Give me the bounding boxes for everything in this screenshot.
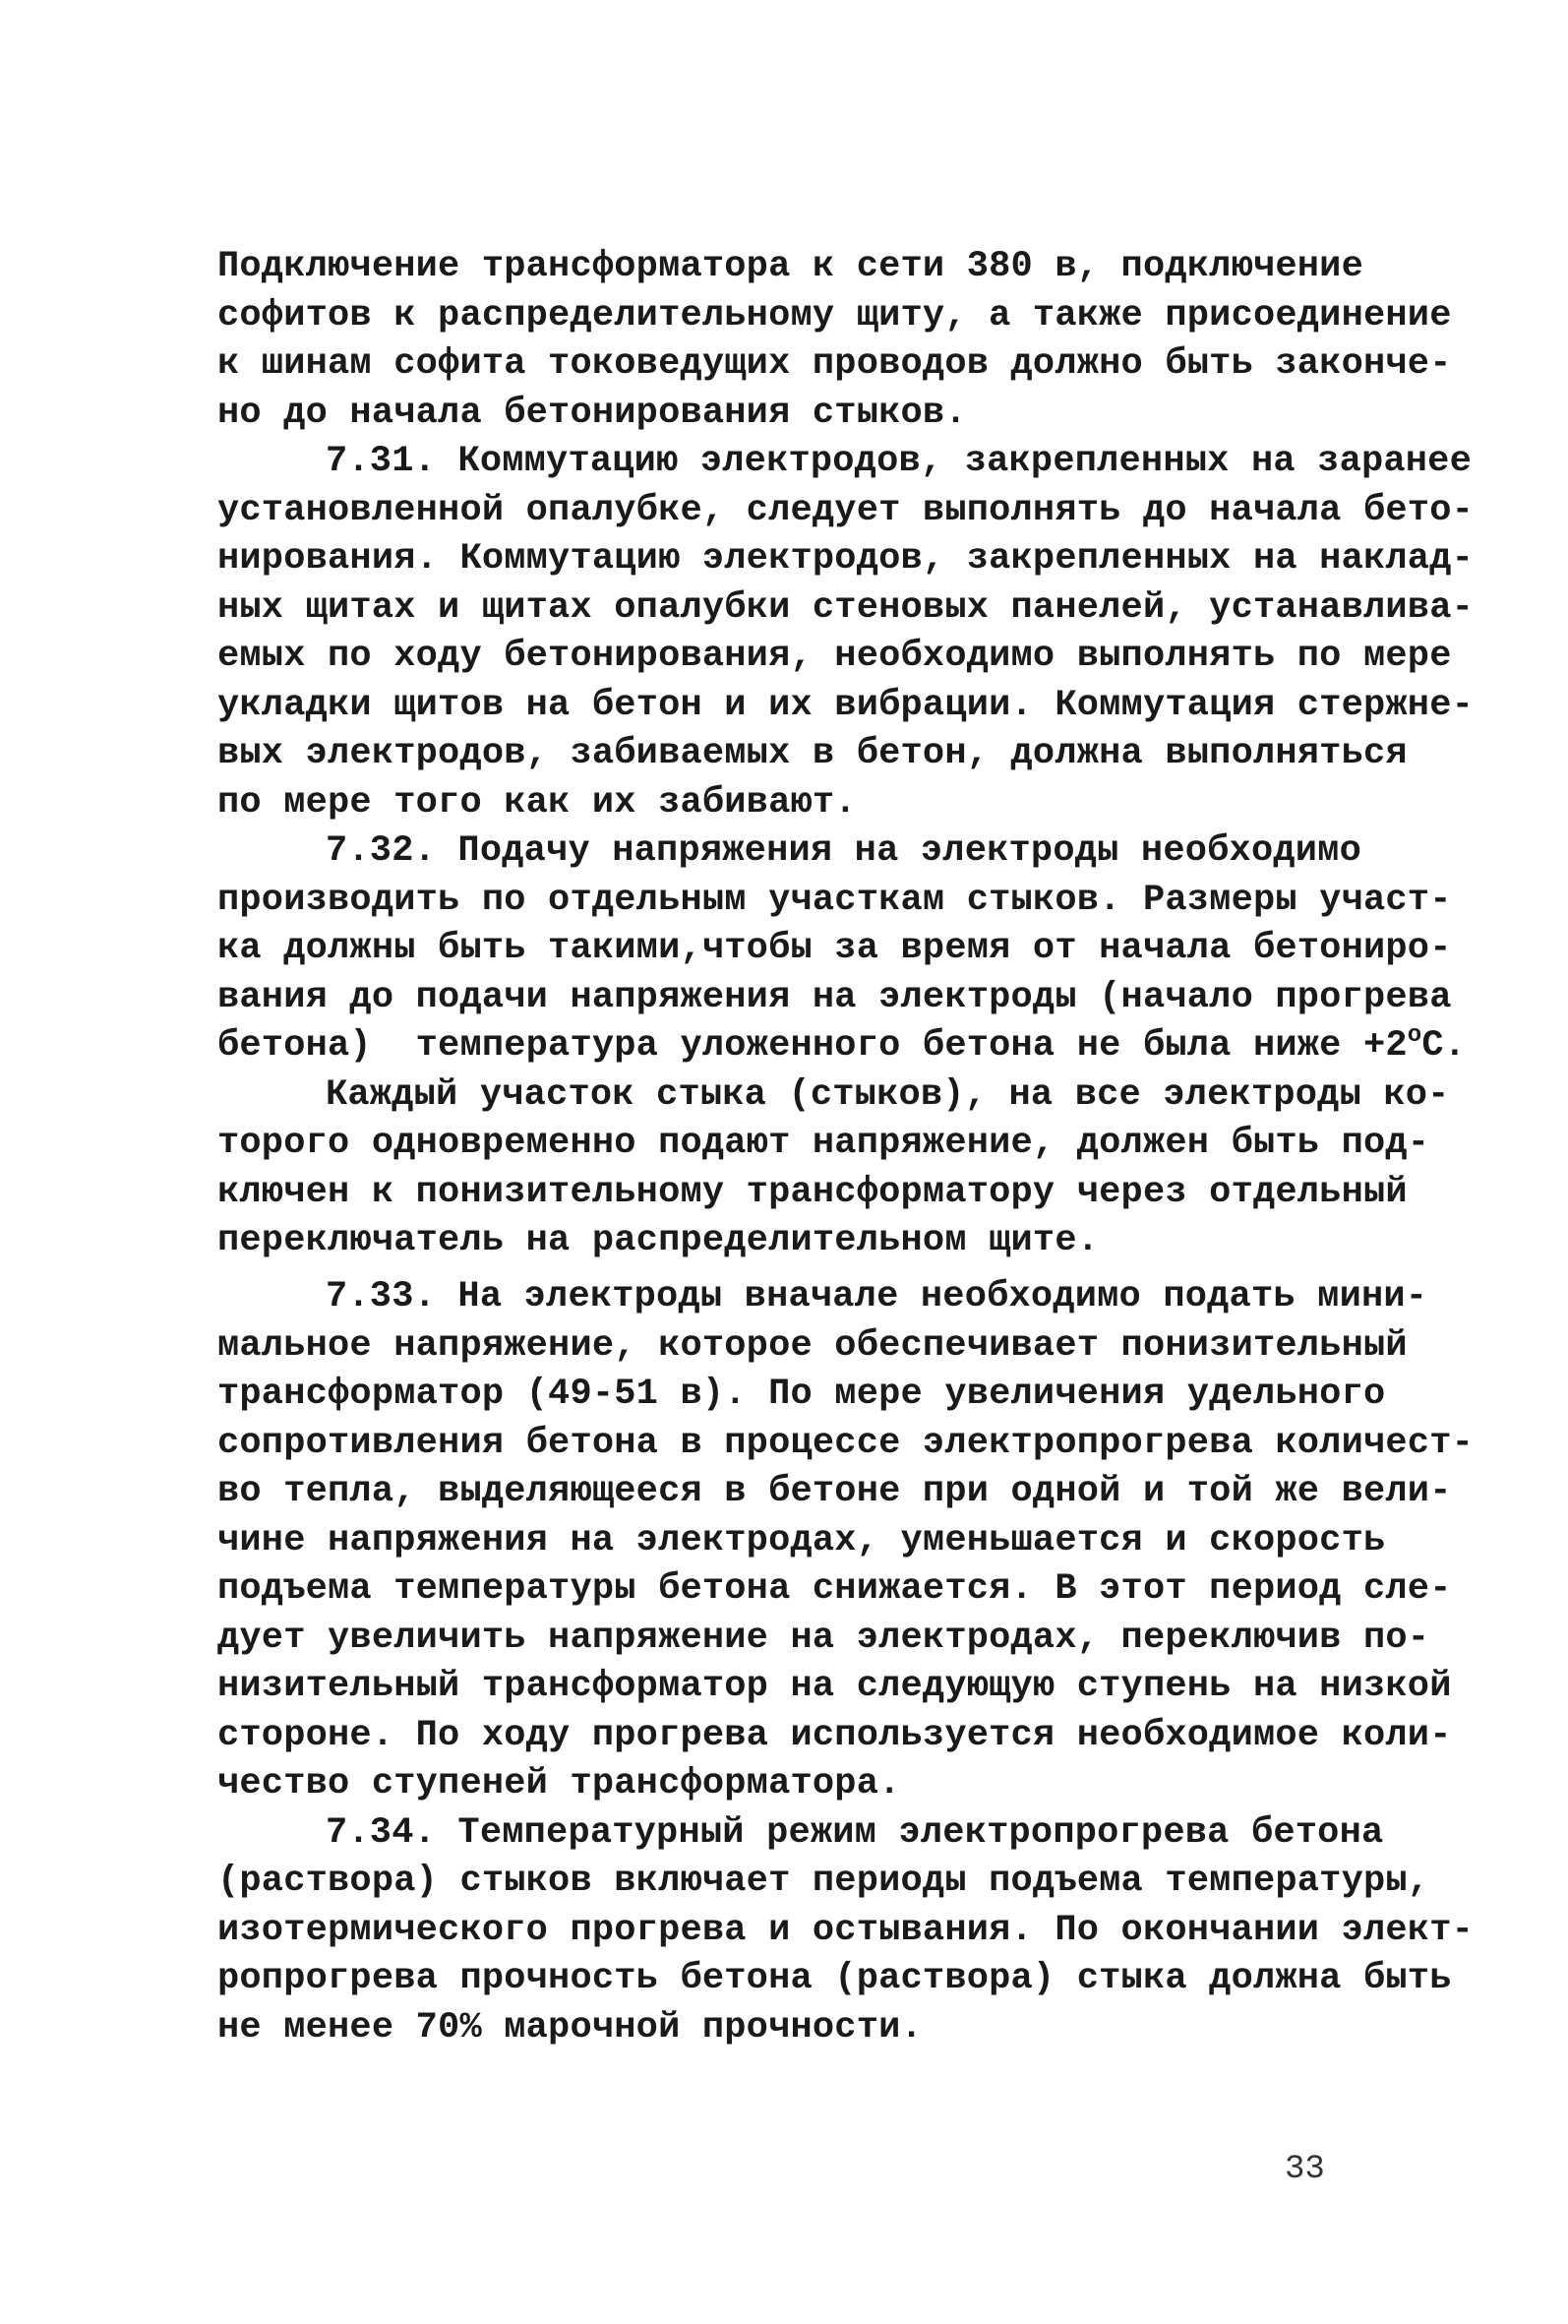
text-line: но до начала бетонирования стыков. bbox=[217, 392, 967, 434]
paragraph-7-34-start: 7.34. Температурный режим электропрогрева бетона bbox=[326, 1811, 1384, 1854]
paragraph-7-31-start: 7.31. Коммутацию электродов, закрепленных на заранее bbox=[326, 441, 1472, 482]
text-line: Подключение трансформатора к сети 380 в, подключение bbox=[217, 246, 1363, 287]
text-line: торого одновременно подают напряжение, должен быть под- bbox=[217, 1123, 1430, 1164]
temperature-unit: С. bbox=[1421, 1025, 1467, 1067]
paragraph-each-section-start: Каждый участок стыка (стыков), на все электроды ко- bbox=[326, 1073, 1450, 1116]
text-line: не менее 70% марочной прочности. bbox=[217, 2006, 923, 2049]
text-line: по мере того как их забивают. bbox=[217, 781, 857, 824]
text-line: стороне. По ходу прогрева используется необходимое коли- bbox=[217, 1714, 1452, 1756]
text-line: чество ступеней трансформатора. bbox=[217, 1763, 901, 1804]
text-block-upper bbox=[217, 243, 1475, 1266]
text-line: ключен к понизительному трансформатору через отдельный bbox=[217, 1171, 1408, 1213]
temperature-text: бетона) температура уложенного бетона не была ниже +2 bbox=[217, 1025, 1408, 1067]
text-line: ропрогрева прочность бетона (раствора) стыка должна быть bbox=[217, 1958, 1452, 1999]
paragraph-7-32-start: 7.32. Подачу напряжения на электроды необходимо bbox=[326, 830, 1361, 872]
text-line: дует увеличить напряжение на электродах, переключив по- bbox=[217, 1617, 1430, 1659]
text-line: чине напряжения на электродах, уменьшается и скорость bbox=[217, 1519, 1386, 1561]
temperature-line bbox=[217, 1022, 1467, 1071]
text-line: емых по ходу бетонирования, необходимо выполнять по мере bbox=[217, 636, 1452, 677]
text-line: изотермического прогрева и остывания. По окончании элект- bbox=[217, 1909, 1475, 1951]
text-line: софитов к распределительному щиту, а также присоединение bbox=[217, 294, 1452, 336]
paragraph-7-33-start: 7.33. На электроды вначале необходимо подать мини- bbox=[326, 1276, 1428, 1317]
text-line: мальное напряжение, которое обеспечивает понизительный bbox=[217, 1324, 1408, 1367]
text-line: (раствора) стыков включает периоды подъема температуры, bbox=[217, 1861, 1430, 1902]
text-line: вания до подачи напряжения на электроды (начало прогрева bbox=[217, 976, 1452, 1018]
text-line: к шинам софита токоведущих проводов должно быть закончe- bbox=[217, 343, 1452, 385]
text-line: нирования. Коммутацию электродов, закрепленных на наклад- bbox=[217, 538, 1475, 580]
text-line: установленной опалубке, следует выполнять до начала бето- bbox=[217, 489, 1475, 531]
text-line: переключатель на распределительном щите. bbox=[217, 1220, 1100, 1261]
text-line: ка должны быть такими,чтобы за время от начала бетониро- bbox=[217, 928, 1452, 969]
text-line: сопротивления бетона в процессе электропрогрева количест- bbox=[217, 1422, 1475, 1464]
text-line: ных щитах и щитах опалубки стеновых панелей, устанавлива- bbox=[217, 586, 1475, 629]
degree-sign: о bbox=[1407, 1022, 1422, 1049]
page-number: 33 bbox=[1285, 2151, 1325, 2188]
text-line: производить по отдельным участкам стыков. Размеры участ- bbox=[217, 879, 1452, 921]
text-line: трансформатор (49-51 в). По мере увеличения удельного bbox=[217, 1374, 1386, 1415]
text-line: вых электродов, забиваемых в бетон, должна выполняться bbox=[217, 733, 1408, 774]
text-line: подъема температуры бетона снижается. В этот период сле- bbox=[217, 1568, 1452, 1610]
text-line: укладки щитов на бетон и их вибрации. Коммутация стержне- bbox=[217, 684, 1475, 726]
text-line: во тепла, выделяющееся в бетоне при одной и той же вели- bbox=[217, 1471, 1452, 1512]
text-block-lower bbox=[217, 1273, 1475, 2052]
text-line: низительный трансформатор на следующую ступень на низкой bbox=[217, 1666, 1452, 1707]
